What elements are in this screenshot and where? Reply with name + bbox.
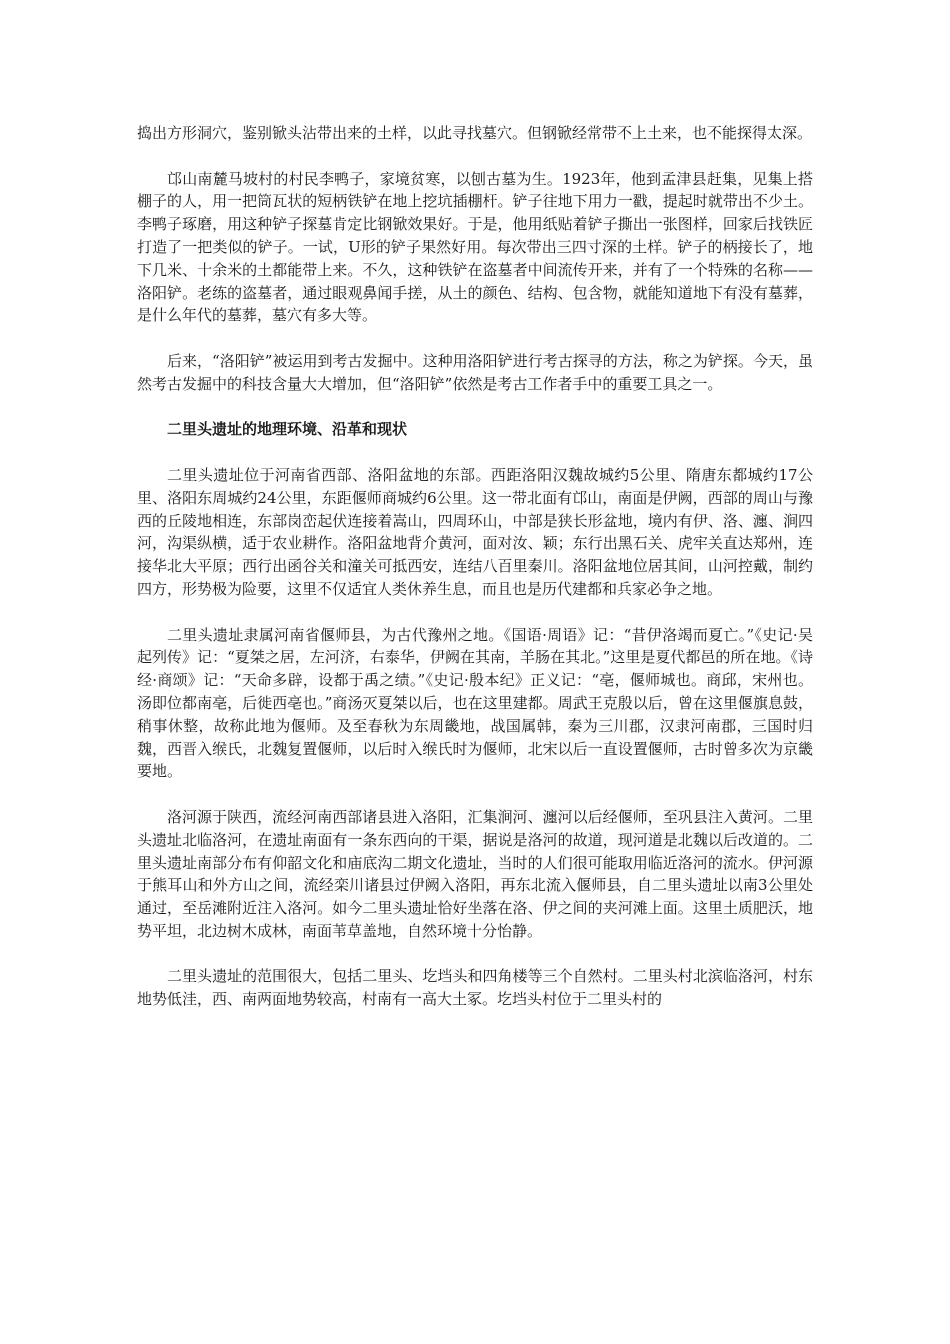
paragraph-geography: 二里头遗址位于河南省西部、洛阳盆地的东部。西距洛阳汉魏故城约5公里、隋唐东都城约17公里、洛阳东周城约24公里，东距偃师商城约6公里。这一带北面有邙山，南面是伊阙，西部的周山与豫西的丘陵地相连，东部岗峦起伏连接着嵩山，四周环山，中部是狭长形盆地，境内有伊、洛、瀍、涧四河，沟渠纵横，适于农业耕作。洛阳盆地背介黄河，面对汝、颖；东行出黑石关、虎牢关直达郑州，连接华北大平原；西行出函谷关和潼关可抵西安，连结八百里秦川。洛阳盆地位居其间，山河控戴，制约四方，形势极为险要，这里不仅适宜人类休养生息，而且也是历代建都和兵家必争之地。 <box>137 465 813 598</box>
paragraph-history: 二里头遗址隶属河南省偃师县，为古代豫州之地。《国语·周语》记：“昔伊洛竭而夏亡。”《史记·吴起列传》记：“夏桀之居，左河济，右泰华，伊阙在其南，羊肠在其北。”这里是夏代都邑的所在地。《诗经·商颂》记：“天命多辟，设都于禹之绩。”《史记·殷本纪》正义记：“亳，偃师城也。商邱，宋州也。汤即位都南亳，后徙西亳也。”商汤灭夏桀以后，也在这里建都。周武王克殷以后，曾在这里偃旗息鼓，稍事休整，故称此地为偃师。及至春秋为东周畿地，战国属韩，秦为三川郡，汉隶河南郡，三国时归魏，西晋入缑氏，北魏复置偃师，以后时入缑氏时为偃师，北宋以后一直设置偃师，古时曾多次为京畿要地。 <box>137 625 813 781</box>
section-heading: 二里头遗址的地理环境、沿革和现状 <box>167 420 408 439</box>
paragraph-rivers: 洛河源于陕西，流经河南西部诸县进入洛阳，汇集涧河、瀍河以后经偃师，至巩县注入黄河。二里头遗址北临洛河，在遗址南面有一条东西向的干渠，据说是洛河的故道，现河道是北魏以后改道的。二里头遗址南部分布有仰韶文化和庙底沟二期文化遗址，当时的人们很可能取用临近洛河的流水。伊河源于熊耳山和外方山之间，流经栾川诸县过伊阙入洛阳，再东北流入偃师县，自二里头遗址以南3公里处通过，至岳滩附近注入洛河。如今二里头遗址恰好坐落在洛、伊之间的夹河滩上面。这里土质肥沃，地势平坦，北边树木成林，南面苇草盖地，自然环境十分怡静。 <box>137 807 813 940</box>
paragraph-continued: 捣出方形洞穴，鉴别锨头沾带出来的土样，以此寻找墓穴。但钢锨经常带不上土来，也不能探得太深。 <box>137 124 813 142</box>
paragraph-luoyang-shovel-origin: 邙山南麓马坡村的村民李鸭子，家境贫寒，以刨古墓为生。1923年，他到孟津县赶集，见集上搭棚子的人，用一把筒瓦状的短柄铁铲在地上挖坑插棚杆。铲子往地下用力一戳，提起时就带出不少土。李鸭子琢磨，用这种铲子探墓肯定比钢锨效果好。于是，他用纸贴着铲子撕出一张图样，回家后找铁匠打造了一把类似的铲子。一试，U形的铲子果然好用。每次带出三四寸深的土样。铲子的柄接长了，地下几米、十余米的土都能带上来。不久，这种铁铲在盗墓者中间流传开来，并有了一个特殊的名称——洛阳铲。老练的盗墓者，通过眼观鼻闻手搓，从土的颜色、结构、包含物，就能知道地下有没有墓葬，是什么年代的墓葬，墓穴有多大等。 <box>137 169 813 325</box>
document-body <box>137 122 813 1034</box>
paragraph-site-extent: 二里头遗址的范围很大，包括二里头、圪垱头和四角楼等三个自然村。二里头村北滨临洛河，村东地势低洼，西、南两面地势较高，村南有一高大土冢。圪垱头村位于二里头村的 <box>137 967 813 1009</box>
paragraph-shovel-in-archaeology: 后来，“洛阳铲”被运用到考古发掘中。这种用洛阳铲进行考古探寻的方法，称之为铲探。今天，虽然考古发掘中的科技含量大大增加，但“洛阳铲”依然是考古工作者手中的重要工具之一。 <box>137 351 813 393</box>
